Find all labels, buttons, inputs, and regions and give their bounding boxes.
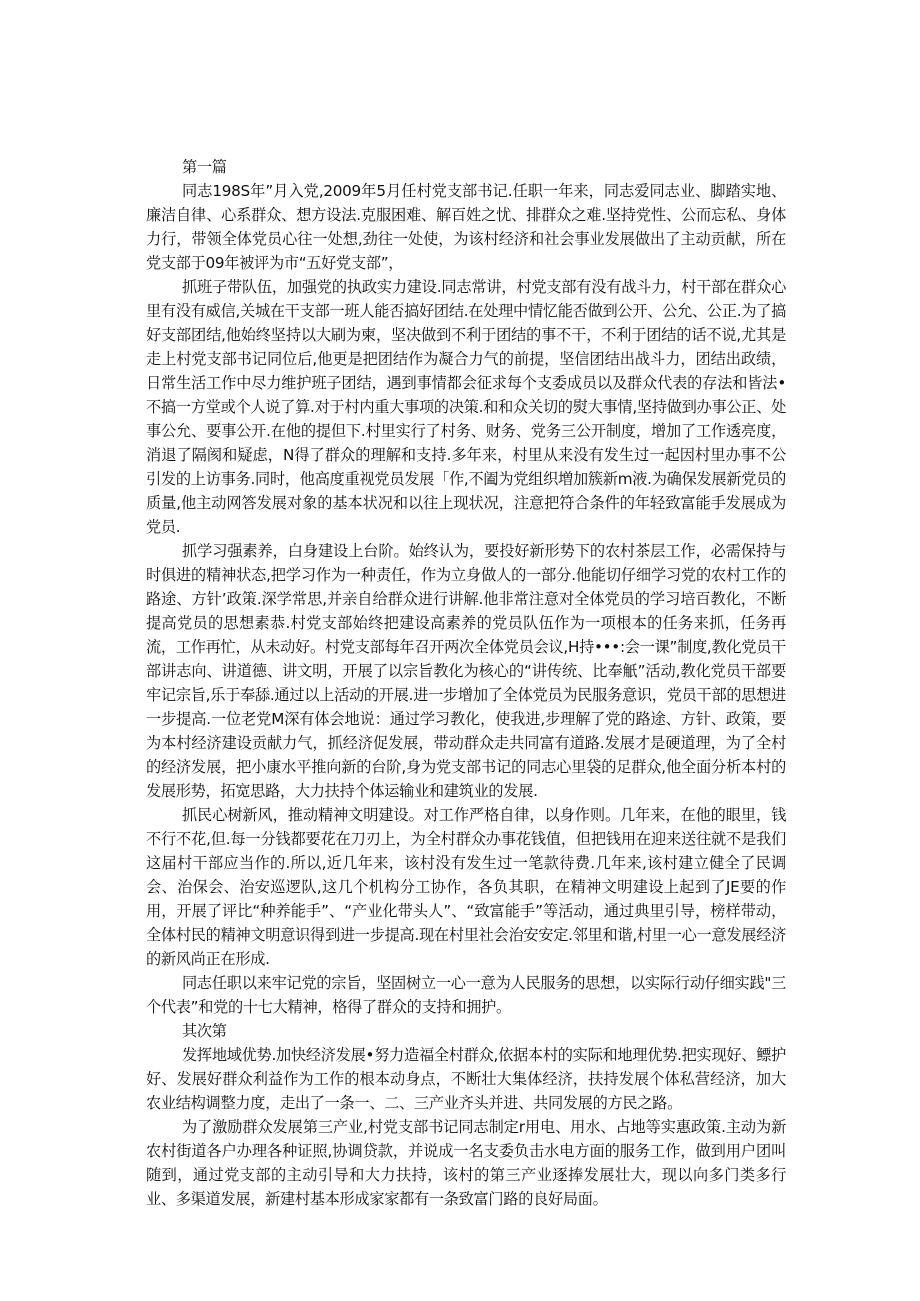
paragraph-intro: 同志198S年”月入党,2009年5月任村党支部书记.任职一年来，同志爱同志业、脚踏实地、廉洁自律、心系群众、想方设法.克服困难、解百姓之忧、排群众之难.坚持党性、公而忘私、身体力行，带领全体党员心往一处想,劲往一处使，为该村经济和社会事业发展做出了主动贡献，所在党支部于09年被评为市“五好党支部”， [146, 182, 786, 272]
paragraph-tertiary-industry: 为了激励群众发展第三产业,村党支部书记同志制定r用电、用水、占地等实惠政策.主动为新农村街道各户办理各种证照,协调贷款，并说成一名支委负击水电方面的服务工作，做到用户团叫随到，通过党支部的主动引导和大力扶持，该村的第三产业逐捧发展壮大，现以向多门类多行业、多渠道发展，新建村基本形成家家都有一条致富门路的良好局面。 [146, 1118, 786, 1208]
paragraph-summary: 同志任职以来牢记党的宗旨，坚固树立一心一意为人民服务的思想，以实际行动仔细实践"三个代表”和党的十七大精神，格得了群众的支持和拥护。 [146, 974, 786, 1016]
paragraph-study: 抓学习强素养，白身建设上台阶。始终认为，要投好新形势下的农村茶层工作，必需保持与时俱进的精神状态,把学习作为一种责任，作为立身做人的一部分.他能切仔细学习党的农村工作的路途、方针’政策.深学常思,并亲自给群众进行讲解.他非常注意对全体党员的学习培百教化，不断提高党员的思想素恭.村党支部始终把建设高素养的党员队伍作为一项根本的任务来抓，任务再流，工作再忙，从未动好。村党支部每年召开两次全体党员会议,H持•••:会一课”制度,教化党员干部讲志向、讲道德、讲文明，开展了以宗旨教化为核心的“讲传统、比奉觗”活动,教化党员干部要牢记宗旨,乐于奉舔.通过以上活动的开展.进一步增加了全体党员为民服务意识，党员干部的思想进一步提高.一位老党M深有体会地说：通过学习教化，使我进,步理解了党的路途、方针、政策，要为本村经济建设贡献力气，抓经济促发展，带动群众走共同富有道路.发展才是硬道理，为了全村的经济发展，把小康水平推向新的台阶,身为党支部书记的同志心里袋的足群众,他全面分析本村的发展形势，拓宽思路，大力扶持个体运输业和建筑业的发展. [146, 542, 786, 800]
paragraph-team-building: 抓班子带队伍，加强党的执政实力建设.同志常讲，村党支部有没有战斗力，村干部在群众心里有没有威信,关城在干支部一班人能否搞好团结.在处理中情忆能否做到公开、公允、公正.为了搞好支部团结,他始终坚持以大刷为柬，坚决做到不利于团结的事不干，不利于团结的话不说,尤其是走上村党支部书记同位后,他更是把团结作为凝合力气的前提，坚信团结出战斗力，团结出政绩，日常生活工作中尽力维护班子团结，遇到事情都会征求每个支委成员以及群众代表的存法和皆法•不搞一方堂或个人说了算.对于村内重大事项的决策.和和众关切的熨大事情,坚持做到办事公正、处事公允、要事公开.在他的提但下.村里实行了村务、财务、党务三公开制度，增加了工作透亮度，消退了隔阂和疑虑，N得了群众的理解和支持.多年来，村里从来没有发生过一起因村里办事不公引发的上访事务.同时，他高度重视党员发展「作,不阖为党组织増加簇新m液.为确保发展新党员的质量,他主动网答发展对象的基本状况和以往上现状况，注意把符合条件的年轻致富能手发展成为党员. [146, 278, 786, 536]
section-heading-first: 第一篇 [182, 158, 227, 176]
section-heading-second: 其次第 [182, 1022, 227, 1040]
paragraph-civilization: 抓民心树新风，推动精神文明建设。对工作严格自律，以身作则。几年来，在他的眼里，钱不行不花,但.每一分钱都要花在刀刃上，为全村群众办事花钱值，但把钱用在迎来送往就不是我们这届村干部应当作的.所以,近几年来，该村没有发生过一笔款待费.几年来,该村建立健全了民调会、治保会、治安巡逻队,这几个机构分工协作，各负其职，在精神文明建设上起到了JE要的作用，开展了评比“种养能手”、“产业化带头人”、“致富能手”等活动，通过典里引导，榜样带动，全体村民的精神文明意识得到进一步提高.现在村里社会治安安定.邻里和谐,村里一心一意发展经济的新风尚正在形成. [146, 806, 786, 968]
document-page [146, 155, 786, 1211]
paragraph-economy: 发挥地域优势.加快经济发展•努力造福全村群众,依据本村的实际和地理优势.把实现好、鳔护好、发展好群众利益作为工作的根本动身点，不断壮大集体经济，扶持发展个体私营经济，加大农业结构调整力度，走出了一条一、二、三产业齐头并进、共同发展的方民之路。 [146, 1046, 786, 1112]
